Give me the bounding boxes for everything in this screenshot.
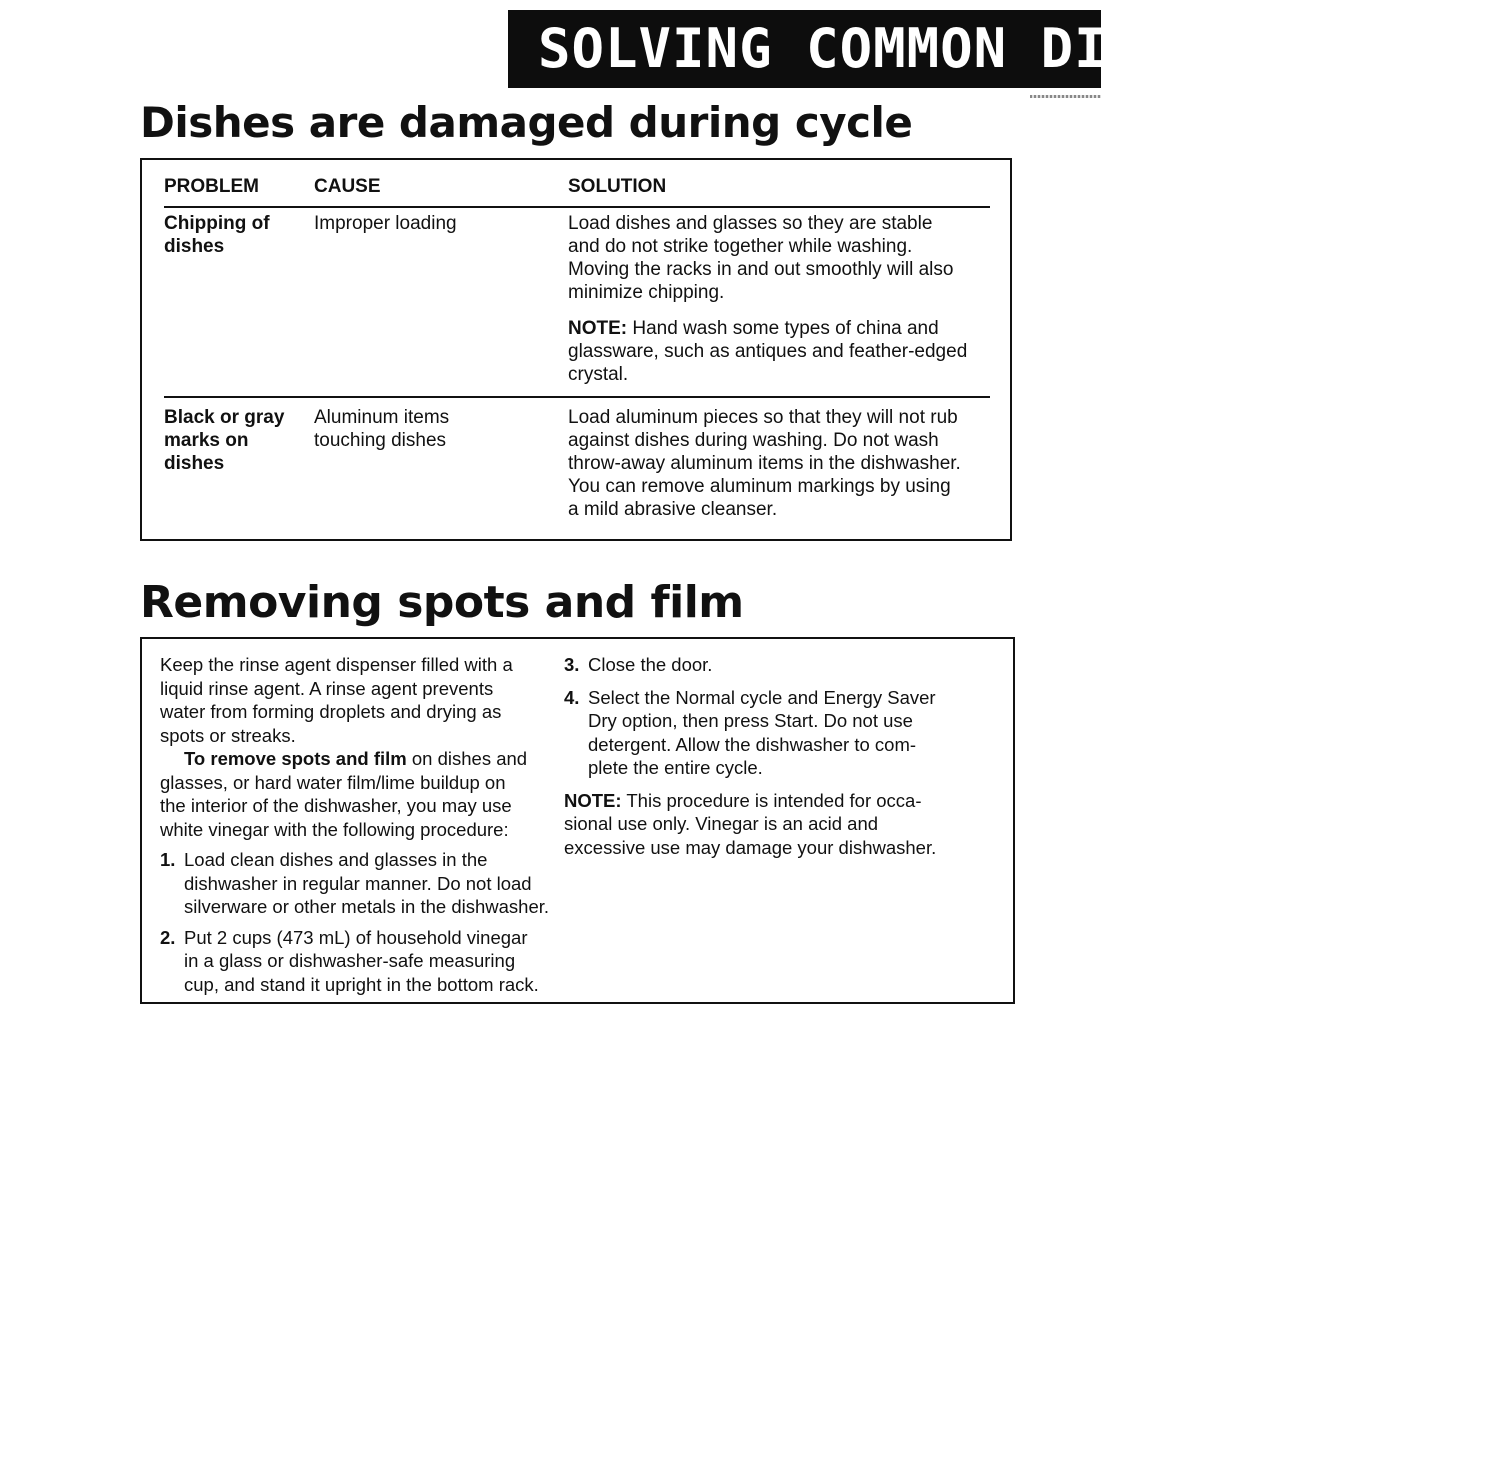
row1-cause-line: Improper loading — [314, 213, 457, 234]
row2-solution-line: against dishes during washing. Do not wash — [568, 430, 939, 451]
step-line: silverware or other metals in the dishwasher. — [184, 896, 550, 917]
spots-box — [140, 637, 1015, 1004]
intro-line: water from forming droplets and drying as — [160, 701, 502, 722]
row2-problem-line: marks on — [164, 430, 249, 451]
step-line: in a glass or dishwasher-safe measuring — [184, 950, 516, 971]
step-number: 2. — [160, 926, 176, 948]
section-heading-spots: Removing spots and film — [140, 577, 744, 628]
row2-problem-line: Black or gray — [164, 407, 285, 428]
section-banner — [508, 10, 1510, 88]
intro-line: liquid rinse agent. A rinse agent prevents — [160, 677, 494, 699]
row2-problem — [164, 406, 284, 475]
lead-bold: To remove spots and film — [184, 748, 407, 769]
spots-right-column — [564, 653, 1004, 859]
header-divider — [164, 206, 990, 208]
col-header-cause: CAUSE — [314, 176, 381, 197]
step-number: 1. — [160, 849, 176, 870]
lead-line: on dishes and — [406, 748, 528, 769]
row1-solution — [568, 212, 953, 304]
intro-line: Keep the rinse agent dispenser filled with a — [160, 654, 513, 675]
row1-solution-line: Load dishes and glasses so they are stable — [568, 213, 933, 234]
banner-title: SOLVING COMMON DISHWASHING PR — [538, 17, 1510, 80]
row-divider — [164, 396, 990, 398]
row2-cause — [314, 406, 449, 452]
row2-problem-line: dishes — [164, 453, 225, 474]
row1-solution-line: minimize chipping. — [568, 282, 725, 303]
row1-problem-line: dishes — [164, 236, 225, 257]
step-line: detergent. Allow the dishwasher to com- — [588, 733, 917, 755]
step-1 — [160, 848, 560, 919]
step-line: cup, and stand it upright in the bottom rack. — [184, 973, 539, 995]
row2-solution-line: throw-away aluminum items in the dishwasher. — [568, 453, 961, 474]
row1-solution-line: Moving the racks in and out smoothly will also — [568, 259, 954, 280]
step-2 — [160, 926, 560, 997]
step-line: dishwasher in regular manner. Do not load — [184, 872, 532, 894]
note-line: This procedure is intended for occa- — [621, 789, 922, 811]
row1-note-line: Hand wash some types of china and — [627, 318, 939, 339]
step-4 — [564, 686, 1004, 780]
col-header-solution: SOLUTION — [568, 176, 667, 197]
step-line: Load clean dishes and glasses in the — [184, 849, 488, 870]
spots-left-column — [160, 653, 560, 996]
row2-cause-line: touching dishes — [314, 430, 447, 451]
note-line: sional use only. Vinegar is an acid and — [564, 813, 879, 834]
banner-rule — [1030, 95, 1101, 98]
intro-paragraph — [160, 653, 560, 747]
note-label: NOTE: — [564, 789, 622, 811]
note-line: excessive use may damage your dishwasher. — [564, 836, 937, 858]
row1-solution-line: and do not strike together while washing. — [568, 236, 913, 257]
row1-note — [568, 317, 967, 386]
step-line: plete the entire cycle. — [588, 757, 763, 778]
step-number: 4. — [564, 686, 580, 708]
row1-note-line: crystal. — [568, 364, 629, 385]
col-header-problem: PROBLEM — [164, 176, 259, 197]
row2-cause-line: Aluminum items — [314, 407, 450, 428]
row2-solution-line: Load aluminum pieces so that they will not rub — [568, 407, 958, 428]
row1-problem — [164, 212, 270, 258]
step-3 — [564, 653, 1004, 677]
step-line: Close the door. — [588, 654, 713, 675]
troubleshooting-table — [140, 158, 1012, 541]
step-line: Select the Normal cycle and Energy Saver — [588, 686, 936, 708]
lead-line: glasses, or hard water film/lime buildup on — [160, 771, 506, 793]
row2-solution-line: a mild abrasive cleanser. — [568, 499, 778, 520]
row1-note-line: glassware, such as antiques and feather-edged — [568, 341, 968, 362]
lead-paragraph — [160, 747, 560, 841]
section-heading-damaged: Dishes are damaged during cycle — [140, 98, 913, 147]
row2-solution — [568, 406, 961, 521]
intro-line: spots or streaks. — [160, 724, 296, 746]
step-line: Dry option, then press Start. Do not use — [588, 710, 913, 731]
lead-line: the interior of the dishwasher, you may use — [160, 795, 512, 816]
step-number: 3. — [564, 654, 580, 675]
row1-problem-line: Chipping of — [164, 213, 270, 234]
note-label: NOTE: — [568, 318, 628, 339]
row1-cause — [314, 212, 457, 235]
procedure-note — [564, 789, 1004, 860]
step-line: Put 2 cups (473 mL) of household vinegar — [184, 926, 528, 948]
lead-line: white vinegar with the following procedure: — [160, 818, 509, 840]
row2-solution-line: You can remove aluminum markings by using — [568, 476, 951, 497]
